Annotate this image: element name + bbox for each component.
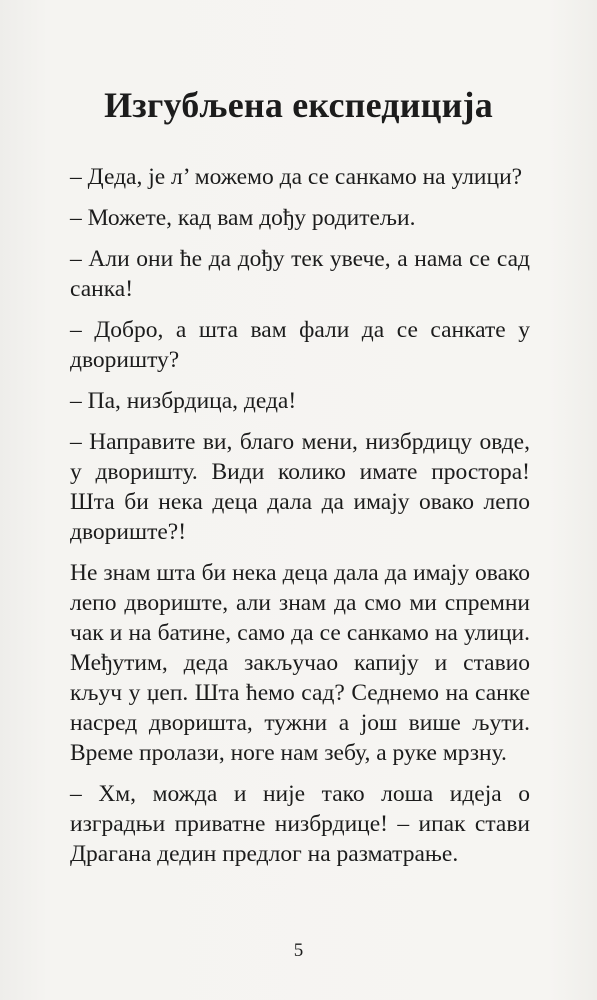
paragraph-2: – Можете, кад вам дођу родитељи. [70,205,416,231]
paragraph-3: – Али они ће да дођу тек увече, а нама се сад санка! [70,246,530,302]
paragraph-7: Не знам шта би нека деца дала да имају овако лепо двориште, али знам да смо ми спремни чак и на батине, само да се санкамо на улици. Међутим, деда закључао капију и ставио кључ у џеп. Шта ћемо сад? Седнемо на санке насред дворишта, тужни а још више љути. Време пролази, ноге нам зебу, а руке мрзну. [70,560,530,766]
paragraph-5: – Па, низбрдица, деда! [70,388,297,414]
chapter-body [70,162,530,880]
paragraph-6: – Направите ви, благо мени, низбрдицу овде, у дворишту. Види колико имате простора! Шта би нека деца дала да имају овако лепо двориште?! [70,429,530,545]
chapter-title: Изгубљена експедиција [104,85,493,125]
page-number: 5 [293,940,304,961]
paragraph-4: – Добро, а шта вам фали да се санкате у дворишту? [70,317,530,373]
paragraph-8: – Хм, можда и није тако лоша идеја о изградњи приватне низбрдице! – ипак стави Драгана дедин предлог на разматрање. [70,781,530,867]
paragraph-1: – Деда, је л’ можемо да се санкамо на улици? [70,164,523,190]
